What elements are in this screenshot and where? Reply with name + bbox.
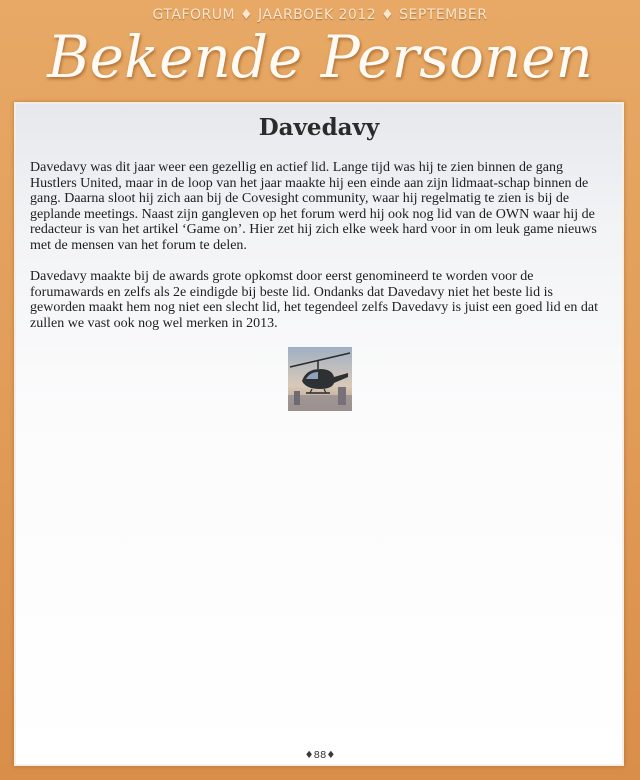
content-panel <box>14 102 624 766</box>
page-header <box>0 0 640 100</box>
section-title: Bekende Personen <box>47 23 593 91</box>
person-name: Davedavy <box>258 114 380 141</box>
article-paragraph-2: Davedavy maakte bij de awards grote opkomst door eerst genomineerd te worden voor de forumawards en zelfs als 2e eindigde bij beste lid. Ondanks dat Davedavy niet het beste lid is geworden maakt hem nog niet een slecht lid, het tegendeel zelfs Davedavy is juist een goed lid en dat zullen we vast ook nog wel merken in 2013. <box>30 269 598 331</box>
article-paragraph-1: Davedavy was dit jaar weer een gezellig en actief lid. Lange tijd was hij te zien binnen de gang Hustlers United, maar in de loop van het jaar maakte hij een einde aan zijn lidmaat-schap binnen de gang. Daarna sloot hij zich aan bij de Covesight community, waar hij regelmatig te zien is bij de geplande meetings. Naast zijn gangleven op het forum werd hij ook nog lid van de OWN waar hij de redacteur is van het artikel ‘Game on’. Hier zet hij zich elke week hard voor in om leuk game nieuws met de mensen van het forum te delen. <box>30 160 597 253</box>
helicopter-avatar-image <box>288 347 352 411</box>
page-number: ♦88♦ <box>304 750 336 761</box>
yearbook-subtitle: GTAFORUM ♦ JAARBOEK 2012 ♦ SEPTEMBER <box>152 7 488 23</box>
